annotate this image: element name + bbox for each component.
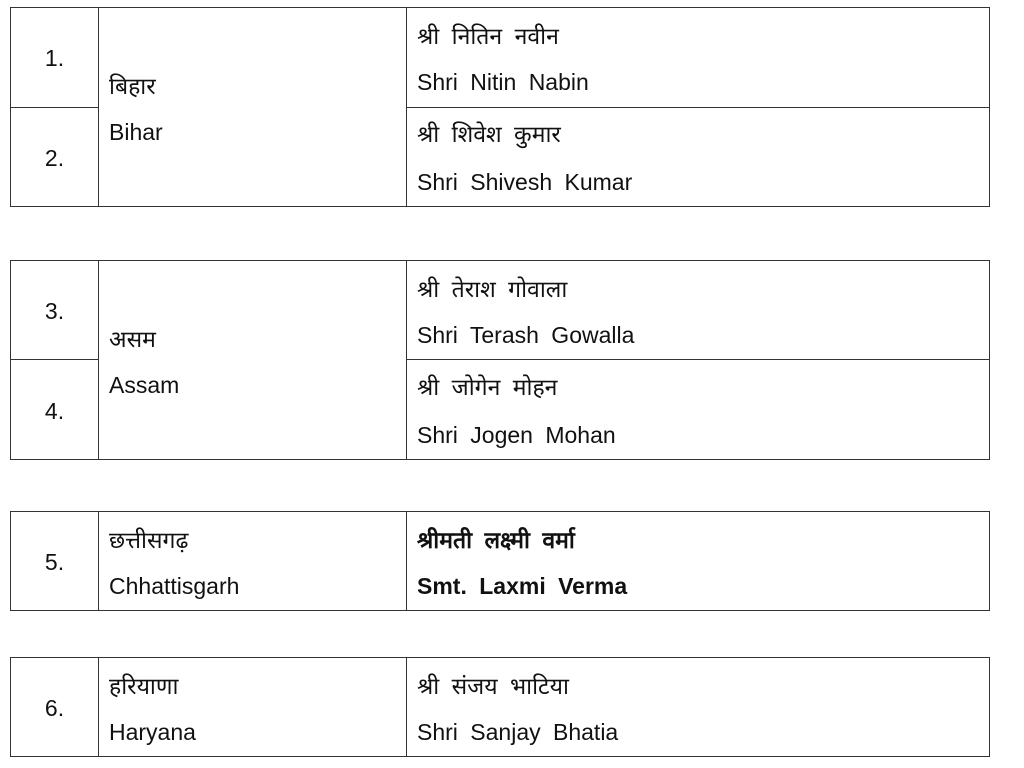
member-name-hindi: श्री नितिन नवीन xyxy=(417,23,559,49)
state-name-english: Haryana xyxy=(109,719,196,745)
state-name-hindi: हरियाणा xyxy=(109,673,179,699)
state-block-haryana xyxy=(10,657,990,757)
member-name-hindi: श्री जोगेन मोहन xyxy=(417,374,558,400)
entry-number: 2. xyxy=(44,145,65,171)
state-block-chhattisgarh xyxy=(10,511,990,611)
state-block-bihar xyxy=(10,7,990,207)
member-name-english: Shri Shivesh Kumar xyxy=(417,169,633,195)
entry-number: 1. xyxy=(44,45,65,71)
state-name-english: Assam xyxy=(109,372,180,398)
member-name-english: Shri Jogen Mohan xyxy=(417,422,616,448)
member-name-hindi: श्री संजय भाटिया xyxy=(417,673,569,699)
member-name-english: Shri Terash Gowalla xyxy=(417,322,635,348)
entry-number: 3. xyxy=(44,298,65,324)
state-name-hindi: छत्तीसगढ़ xyxy=(109,527,189,553)
member-name-english: Smt. Laxmi Verma xyxy=(417,573,628,599)
row-divider xyxy=(406,107,989,108)
row-divider xyxy=(406,359,989,360)
entry-number: 6. xyxy=(44,695,65,721)
state-name-english: Chhattisgarh xyxy=(109,573,240,599)
member-name-english: Shri Sanjay Bhatia xyxy=(417,719,619,745)
state-name-hindi: बिहार xyxy=(109,73,156,99)
entry-number: 4. xyxy=(44,398,65,424)
member-name-english: Shri Nitin Nabin xyxy=(417,69,589,95)
row-divider xyxy=(11,107,98,108)
state-column xyxy=(98,8,407,206)
member-name-hindi: श्रीमती लक्ष्मी वर्मा xyxy=(417,527,575,553)
member-name-hindi: श्री तेराश गोवाला xyxy=(417,276,568,302)
state-name-english: Bihar xyxy=(109,119,163,145)
state-name-hindi: असम xyxy=(109,326,156,352)
member-name-hindi: श्री शिवेश कुमार xyxy=(417,121,561,147)
row-divider xyxy=(11,359,98,360)
state-block-assam xyxy=(10,260,990,460)
state-column xyxy=(98,261,407,459)
entry-number: 5. xyxy=(44,549,65,575)
number-column xyxy=(11,261,99,459)
